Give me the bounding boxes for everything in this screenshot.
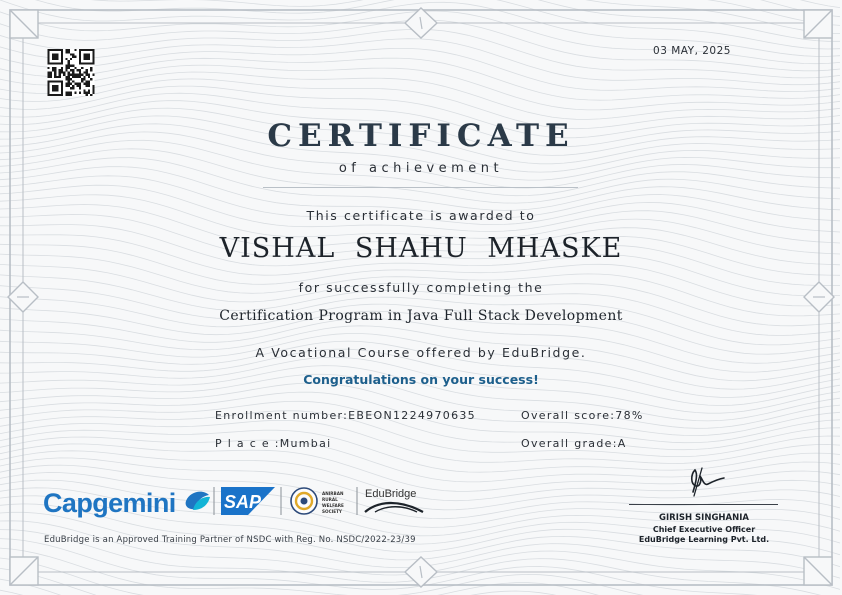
- program-name: Certification Program in Java Full Stack Development: [219, 308, 623, 324]
- svg-text:WELFARE: WELFARE: [322, 503, 344, 508]
- svg-text:SAP: SAP: [224, 492, 262, 512]
- wave-line: [0, 176, 840, 232]
- svg-text:Capgemini: Capgemini: [43, 488, 176, 518]
- edubridge-logo: [365, 488, 423, 512]
- nsdc-statement: EduBridge is an Approved Training Partner of NSDC with Reg. No. NSDC/2022-23/39: [44, 535, 416, 545]
- wave-line: [0, 0, 840, 34]
- signatory-name: GIRISH SINGHANIA: [659, 513, 749, 523]
- capgemini-logo: [43, 488, 210, 518]
- qr-code: [45, 49, 97, 96]
- certificate-title: CERTIFICATE: [267, 118, 575, 154]
- awarded-text: This certificate is awarded to: [306, 208, 536, 223]
- place: P l a c e :Mumbai: [215, 437, 332, 450]
- overall-score: Overall score:78%: [521, 409, 644, 422]
- svg-text:ANIRBAN: ANIRBAN: [322, 491, 344, 496]
- signatory-company: EduBridge Learning Pvt. Ltd.: [638, 535, 770, 544]
- rural-welfare-society-logo: [291, 488, 344, 514]
- recipient-name: VISHAL SHAHU MHASKE: [219, 233, 623, 264]
- issue-date: 03 MAY, 2025: [653, 45, 731, 57]
- svg-text:EduBridge: EduBridge: [365, 488, 417, 500]
- certificate-subtitle: of achievement: [338, 161, 504, 176]
- signature-line: [629, 504, 778, 505]
- vocational-text: A Vocational Course offered by EduBridge.: [255, 345, 587, 360]
- sap-logo: [221, 487, 275, 515]
- title-divider: [263, 187, 578, 188]
- wave-line: [0, 0, 840, 17]
- wave-line: [0, 548, 840, 595]
- enrollment-number: Enrollment number:EBEON1224970635: [215, 409, 476, 422]
- partner-logos: [43, 483, 433, 523]
- wave-line: [0, 558, 840, 595]
- wave-line: [0, 0, 840, 25]
- signatory-role: Chief Executive Officer: [652, 525, 756, 534]
- overall-grade: Overall grade:A: [521, 437, 627, 450]
- wave-line: [0, 0, 840, 49]
- completion-text: for successfully completing the: [298, 280, 544, 295]
- svg-text:RURAL: RURAL: [322, 497, 338, 502]
- signature-image: [678, 462, 738, 500]
- svg-text:SOCIETY: SOCIETY: [322, 509, 342, 514]
- congrats-text: Congratulations on your success!: [303, 372, 539, 387]
